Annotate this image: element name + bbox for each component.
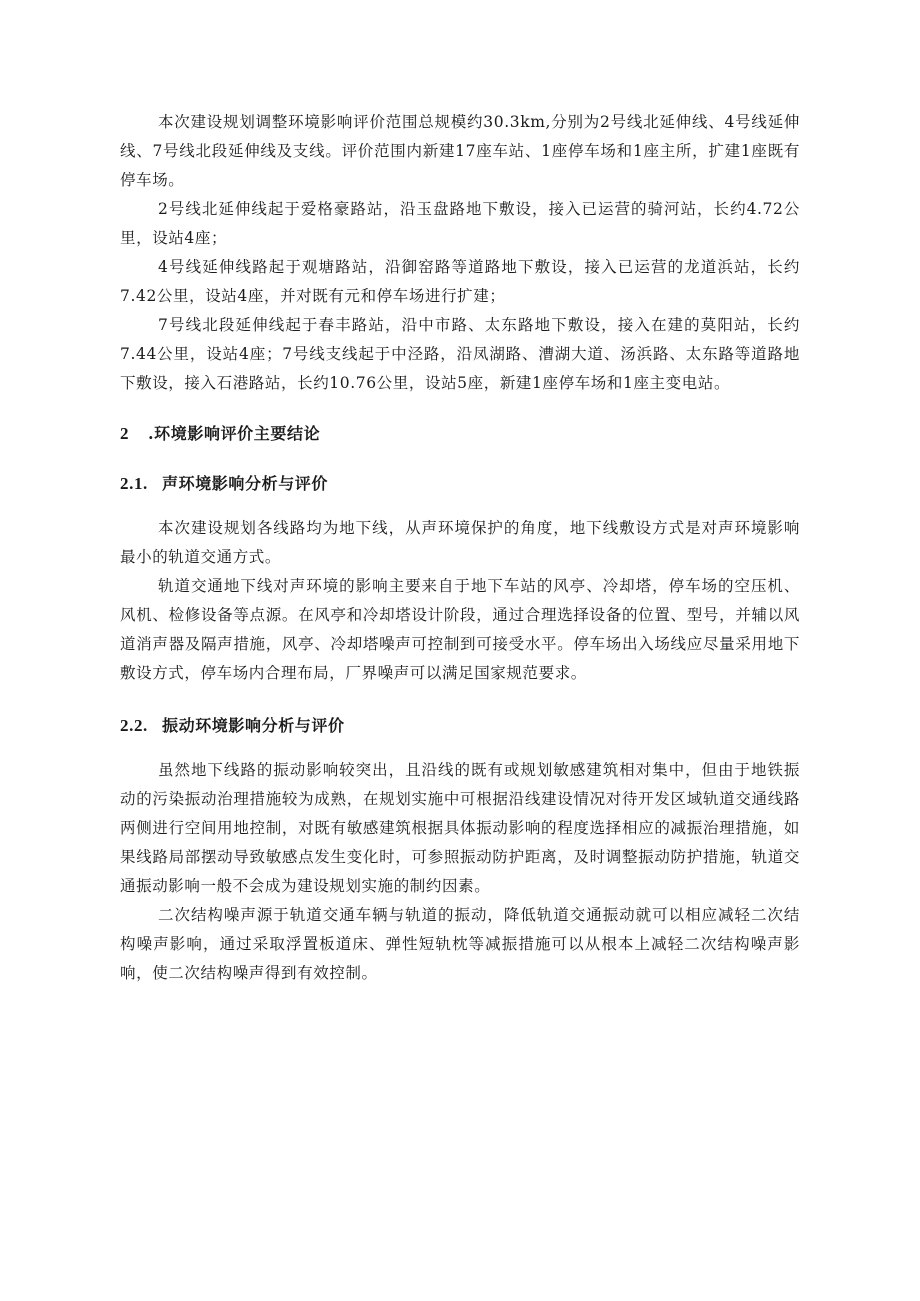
section-2-2-title: 振动环境影响分析与评价 (162, 716, 345, 735)
section-2-2-paragraph: 虽然地下线路的振动影响较突出，且沿线的既有或规划敏感建筑相对集中，但由于地铁振动的污染振动治理措施较为成熟，在规划实施中可根据沿线建设情况对待开发区域轨道交通线路两侧进行空间用地控制，对既有敏感建筑根据具体振动影响的程度选择相应的减振治理措施，如果线路局部摆动导致敏感点发生变化时，可参照振动防护距离，及时调整振动防护措施，轨道交通振动影响一般不会成为建设规划实施的制约因素。 (120, 761, 800, 895)
intro-paragraph-line7: 7号线北段延伸线起于春丰路站，沿中市路、太东路地下敷设，接入在建的莫阳站，长约7.44公里，设站4座；7号线支线起于中泾路，沿凤湖路、漕湖大道、汤浜路、太东路等道路地下敷设，接入石港路站，长约10.76公里，设站5座，新建1座停车场和1座主变电站。 (120, 316, 800, 392)
section-2-2-heading (120, 714, 800, 738)
section-2-1-number: 2.1. (120, 474, 148, 493)
section-2-1-paragraph: 本次建设规划各线路均为地下线，从声环境保护的角度，地下线敷设方式是对声环境影响最小的轨道交通方式。 (120, 519, 800, 566)
section-2-1-paragraph: 轨道交通地下线对声环境的影响主要来自于地下车站的风亭、冷却塔，停车场的空压机、风机、检修设备等点源。在风亭和冷却塔设计阶段，通过合理选择设备的位置、型号，并辅以风道消声器及隔声措施，风亭、冷却塔噪声可控制到可接受水平。停车场出入场线应尽量采用地下敷设方式，停车场内合理布局，厂界噪声可以满足国家规范要求。 (120, 577, 800, 682)
document-body (120, 108, 800, 988)
section-2-heading (120, 422, 800, 446)
intro-paragraph-line4: 4号线延伸线路起于观塘路站，沿御窑路等道路地下敷设，接入已运营的龙道浜站，长约7.42公里，设站4座，并对既有元和停车场进行扩建； (120, 258, 800, 305)
section-2-title: .环境影响评价主要结论 (148, 424, 321, 443)
section-2-2-paragraph: 二次结构噪声源于轨道交通车辆与轨道的振动，降低轨道交通振动就可以相应减轻二次结构噪声影响，通过采取浮置板道床、弹性短轨枕等减振措施可以从根本上减轻二次结构噪声影响，使二次结构噪声得到有效控制。 (120, 906, 800, 982)
section-2-number: 2 (120, 424, 130, 443)
section-2-1-title: 声环境影响分析与评价 (162, 474, 329, 493)
intro-paragraph-scope: 本次建设规划调整环境影响评价范围总规模约30.3km,分别为2号线北延伸线、4号线延伸线、7号线北段延伸线及支线。评价范围内新建17座车站、1座停车场和1座主所，扩建1座既有停车场。 (120, 113, 800, 189)
section-2-2-number: 2.2. (120, 716, 148, 735)
intro-paragraph-line2: 2号线北延伸线起于爱格豪路站，沿玉盘路地下敷设，接入已运营的骑河站，长约4.72公里，设站4座； (120, 200, 800, 247)
section-2-1-heading (120, 472, 800, 496)
